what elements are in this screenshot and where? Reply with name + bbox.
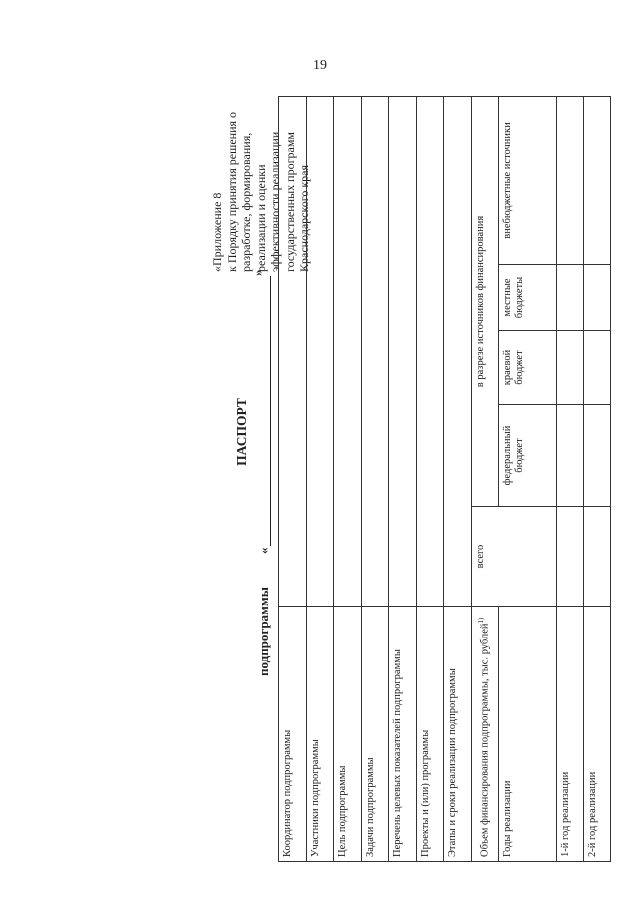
funding-footnote: 1): [476, 617, 485, 624]
value-cell: [583, 507, 610, 607]
passport-table: [278, 96, 611, 862]
document-title: ПАСПОРТ: [234, 398, 249, 466]
value-cell: [583, 331, 610, 405]
year-label: 1-й год реализации: [556, 607, 583, 862]
year-label: 2-й год реализации: [583, 607, 610, 862]
row-label: Участники подпрограммы: [306, 607, 334, 862]
table-row: [416, 96, 444, 861]
sources-subheader-row: [498, 96, 556, 861]
table-row: [361, 96, 389, 861]
quote-open: «: [256, 547, 271, 554]
funding-label-text: Объем финансирования подпрограммы, тыс. рублей: [479, 623, 490, 857]
funding-row: [471, 96, 498, 861]
annex-line: Краснодарского края: [297, 164, 311, 272]
rotated-page-content: [210, 32, 598, 862]
source-regional-header: краевой бюджет: [498, 331, 556, 405]
value-cell: [556, 507, 583, 607]
table-row: [334, 96, 362, 861]
source-offbudget-header: внебюджетные источники: [498, 96, 556, 264]
total-header: всего: [471, 507, 556, 607]
funding-label: [471, 607, 498, 862]
value-cell: [583, 265, 610, 331]
annex-line: реализации и оценки: [253, 164, 268, 272]
value-cell: [556, 265, 583, 331]
row-label: Перечень целевых показателей подпрограммы: [389, 607, 417, 862]
value-cell: [444, 96, 472, 606]
value-cell: [556, 331, 583, 405]
table-row: [279, 96, 307, 861]
quote-close: »: [250, 269, 265, 276]
page-number: 19: [313, 58, 327, 73]
value-cell: [556, 405, 583, 507]
value-cell: [583, 405, 610, 507]
row-label: Задачи подпрограммы: [361, 607, 389, 862]
year-row: [583, 96, 610, 861]
years-label: Годы реализации: [498, 607, 556, 862]
subtitle-text: подпрограммы: [256, 587, 271, 676]
row-label: Координатор подпрограммы: [279, 607, 307, 862]
source-federal-header: федеральный бюджет: [498, 405, 556, 507]
row-label: Цель подпрограммы: [334, 607, 362, 862]
value-cell: [361, 96, 389, 606]
table-row: [389, 96, 417, 861]
year-row: [556, 96, 583, 861]
annex-line: к Порядку принятия решения о: [224, 111, 239, 272]
value-cell: [556, 96, 583, 264]
source-local-header: местные бюджеты: [498, 265, 556, 331]
value-cell: [583, 96, 610, 264]
table-row: [444, 96, 472, 861]
annex-line: эффективности реализации: [268, 131, 282, 272]
row-label: Проекты и (или) программы: [416, 607, 444, 862]
row-label: Этапы и сроки реализации подпрограммы: [444, 607, 472, 862]
annex-line: разработке, формирования,: [239, 132, 253, 272]
annex-line: «Приложение 8: [210, 192, 224, 272]
table-row: [306, 96, 334, 861]
annex-line: государственных программ: [282, 131, 297, 272]
value-cell: [306, 96, 334, 606]
value-cell: [389, 96, 417, 606]
value-cell: [279, 96, 307, 606]
sources-header: в разрезе источников финансирования: [471, 96, 498, 506]
value-cell: [334, 96, 362, 606]
program-name-blank-line: [270, 276, 271, 546]
value-cell: [416, 96, 444, 606]
